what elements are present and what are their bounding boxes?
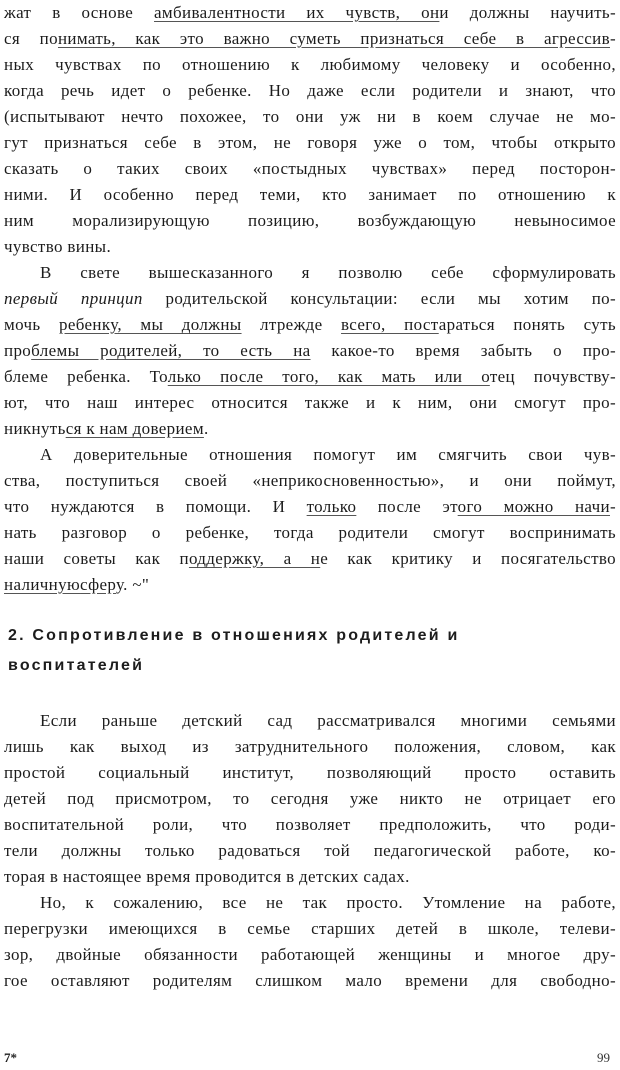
text-line: детей под присмотром, то сегодня уже никто не отрицает его [4,789,616,808]
text-line: гут признаться себе в этом, не говоря уже о том, чтобы открыто [4,133,616,152]
text-line: ных чувствах по отношению к любимому человеку и особенно, [4,55,616,74]
text-line: мочь ребенку, мы должны лтрежде всего, постараться понять суть [4,315,616,334]
printer-signature-mark: 7* [4,1050,17,1065]
text-line: В свете вышесказанного я позволю себе сформулировать [40,263,616,282]
text-line: когда речь идет о ребенке. Но даже если родители и знают, что [4,81,616,100]
text-line: гое оставляют родителям слишком мало времени для свободно- [4,971,616,990]
text-line: первый принцип родительской консультации: если мы хотим по- [4,289,616,308]
text-line: лишь как выход из затруднительного положения, словом, как [4,737,616,756]
page-number: 99 [597,1050,610,1065]
text-line: жат в основе амбивалентности их чувств, они должны научить- [4,3,616,22]
text-line: А доверительные отношения помогут им смягчить свои чув- [40,445,616,464]
text-line: торая в настоящее время проводится в детских садах. [4,867,410,886]
text-line: наличнуюсферу. ~" [4,575,150,594]
text-line: чувство вины. [4,237,112,256]
text-line: что нуждаются в помощи. И только после этого можно начи- [4,497,617,516]
text-line: нать разговор о ребенке, тогда родители смогут воспринимать [4,523,616,542]
text-line: блеме ребенка. Только после того, как мать или отец почувству- [4,367,616,386]
text-line: ства, поступиться своей «неприкосновенностью», и они поймут, [4,471,616,490]
text-line: ними. И особенно перед теми, кто занимает по отношению к [4,185,616,204]
text-line: воспитательной роли, что позволяет предположить, что роди- [4,815,616,834]
text-line: (испытывают нечто похожее, то они уж ни в коем случае не мо- [4,107,616,126]
section-heading: 2. Сопротивление в отношениях родителей и [8,627,460,644]
text-line: наши советы как поддержку, а не как критику и посягательство [4,549,616,568]
text-line: ся понимать, как это важно суметь признаться себе в агрессив- [4,29,616,48]
text-line: Если раньше детский сад рассматривался многими семьями [40,711,616,730]
text-line: перегрузки имеющихся в семье старших детей в школе, телеви- [4,919,616,938]
text-line: тели должны только радоваться той педагогической работе, ко- [4,841,616,860]
section-heading-continued: воспитателей [8,657,145,674]
text-line: простой социальный институт, позволяющий просто оставить [4,763,616,782]
emphasis-text: первый принцип [4,289,143,308]
text-line: сказать о таких своих «постыдных чувствах» перед посторон- [4,159,616,178]
text-line: зор, двойные обязанности работающей женщины и многое дру- [4,945,616,964]
text-line: ним морализирующую позицию, возбуждающую невыносимое [4,211,616,230]
text-line: ют, что наш интерес относится также и к ним, они смогут про- [4,393,616,412]
text-line: Но, к сожалению, все не так просто. Утомление на работе, [40,893,616,912]
text-line: никнуться к нам доверием. [4,419,209,438]
text-line: проблемы родителей, то есть на какое-то время забыть о про- [4,341,616,360]
